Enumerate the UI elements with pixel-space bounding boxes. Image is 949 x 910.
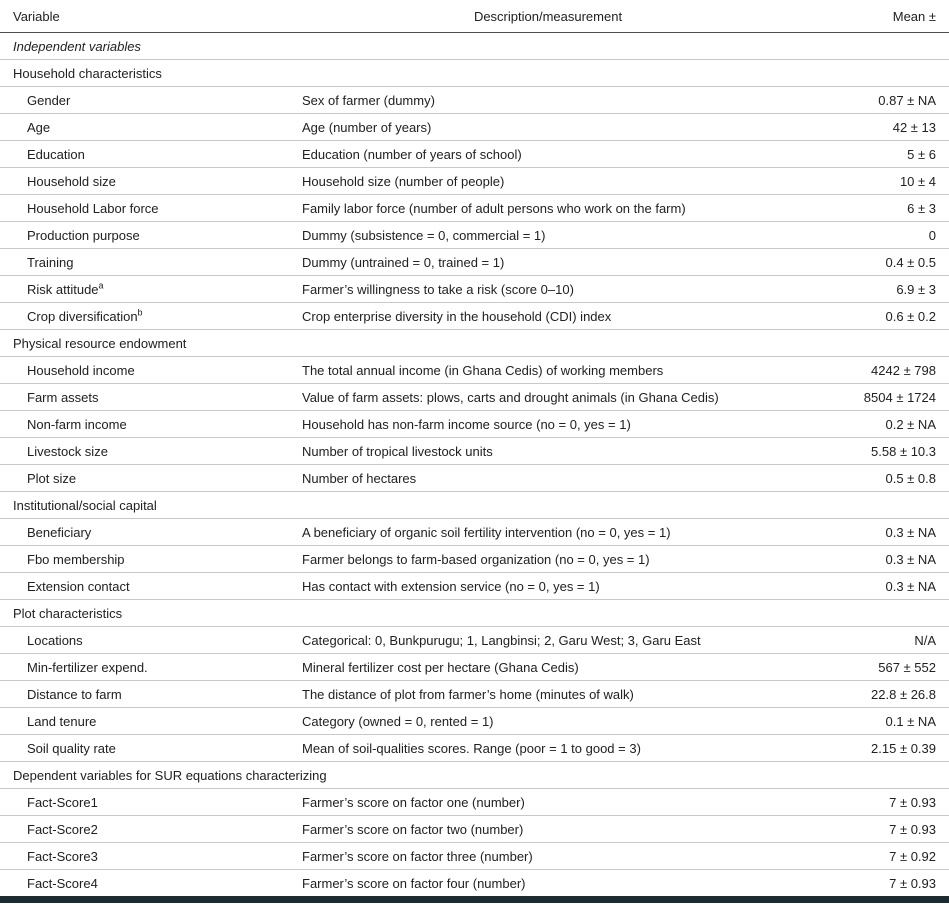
table-row xyxy=(0,465,949,492)
variable-cell: Education xyxy=(0,141,302,168)
header-row xyxy=(0,0,949,33)
variable-cell: Household income xyxy=(0,357,302,384)
mean-cell: 7 ± 0.93 xyxy=(794,789,949,816)
table-row xyxy=(0,843,949,870)
variable-cell xyxy=(0,303,302,330)
table-row xyxy=(0,438,949,465)
variable-cell: Beneficiary xyxy=(0,519,302,546)
mean-cell: 4242 ± 798 xyxy=(794,357,949,384)
description-cell: Education (number of years of school) xyxy=(302,141,794,168)
description-cell: Mean of soil-qualities scores. Range (poor = 1 to good = 3) xyxy=(302,735,794,762)
section-row-institutional-social-capital xyxy=(0,492,949,519)
section-label: Physical resource endowment xyxy=(0,330,949,357)
description-cell: A beneficiary of organic soil fertility intervention (no = 0, yes = 1) xyxy=(302,519,794,546)
table-row xyxy=(0,114,949,141)
mean-cell: 0.5 ± 0.8 xyxy=(794,465,949,492)
mean-cell: 0.4 ± 0.5 xyxy=(794,249,949,276)
variable-cell: Farm assets xyxy=(0,384,302,411)
section-label: Household characteristics xyxy=(0,60,949,87)
variable-cell: Livestock size xyxy=(0,438,302,465)
variable-cell xyxy=(0,276,302,303)
table-row xyxy=(0,627,949,654)
description-cell: Category (owned = 0, rented = 1) xyxy=(302,708,794,735)
description-cell: Farmer’s score on factor three (number) xyxy=(302,843,794,870)
table-row xyxy=(0,546,949,573)
col-header-description: Description/measurement xyxy=(302,0,794,33)
table-row xyxy=(0,681,949,708)
mean-cell: 7 ± 0.93 xyxy=(794,870,949,900)
col-header-mean: Mean ± xyxy=(794,0,949,33)
variable-cell: Fact-Score3 xyxy=(0,843,302,870)
section-row-household-characteristics xyxy=(0,60,949,87)
table-row xyxy=(0,519,949,546)
variable-cell: Fact-Score4 xyxy=(0,870,302,900)
description-cell: Crop enterprise diversity in the household (CDI) index xyxy=(302,303,794,330)
mean-cell: 8504 ± 1724 xyxy=(794,384,949,411)
mean-cell: 2.15 ± 0.39 xyxy=(794,735,949,762)
mean-cell: 0.6 ± 0.2 xyxy=(794,303,949,330)
variable-cell: Plot size xyxy=(0,465,302,492)
description-cell: Farmer’s score on factor four (number) xyxy=(302,870,794,900)
mean-cell: 10 ± 4 xyxy=(794,168,949,195)
table-row xyxy=(0,357,949,384)
description-cell: Has contact with extension service (no = 0, yes = 1) xyxy=(302,573,794,600)
variable-cell: Household size xyxy=(0,168,302,195)
table-row xyxy=(0,870,949,900)
variable-cell: Fact-Score2 xyxy=(0,816,302,843)
col-header-variable: Variable xyxy=(0,0,302,33)
variable-cell: Gender xyxy=(0,87,302,114)
mean-cell: 0.2 ± NA xyxy=(794,411,949,438)
mean-cell: 6 ± 3 xyxy=(794,195,949,222)
mean-cell: N/A xyxy=(794,627,949,654)
mean-cell: 0 xyxy=(794,222,949,249)
table-row xyxy=(0,411,949,438)
table-row xyxy=(0,87,949,114)
mean-cell: 6.9 ± 3 xyxy=(794,276,949,303)
description-cell: Value of farm assets: plows, carts and drought animals (in Ghana Cedis) xyxy=(302,384,794,411)
description-cell: Household size (number of people) xyxy=(302,168,794,195)
table-row xyxy=(0,168,949,195)
description-cell: Number of hectares xyxy=(302,465,794,492)
variable-cell: Fact-Score1 xyxy=(0,789,302,816)
table-row xyxy=(0,708,949,735)
footnote-marker-a: a xyxy=(98,280,104,291)
variable-cell: Extension contact xyxy=(0,573,302,600)
description-cell: Family labor force (number of adult persons who work on the farm) xyxy=(302,195,794,222)
mean-cell: 5.58 ± 10.3 xyxy=(794,438,949,465)
table-row xyxy=(0,276,949,303)
section-row-plot-characteristics xyxy=(0,600,949,627)
table-header xyxy=(0,0,949,33)
table-row xyxy=(0,222,949,249)
description-cell: Dummy (subsistence = 0, commercial = 1) xyxy=(302,222,794,249)
mean-cell: 0.3 ± NA xyxy=(794,519,949,546)
description-cell: Farmer’s score on factor two (number) xyxy=(302,816,794,843)
description-cell: Farmer’s willingness to take a risk (score 0–10) xyxy=(302,276,794,303)
mean-cell: 567 ± 552 xyxy=(794,654,949,681)
description-cell: Mineral fertilizer cost per hectare (Ghana Cedis) xyxy=(302,654,794,681)
table-row xyxy=(0,141,949,168)
variable-cell: Household Labor force xyxy=(0,195,302,222)
section-row-physical-resource-endowment xyxy=(0,330,949,357)
description-cell: Farmer’s score on factor one (number) xyxy=(302,789,794,816)
table-row xyxy=(0,384,949,411)
section-label: Independent variables xyxy=(0,33,949,60)
description-cell: Farmer belongs to farm-based organization (no = 0, yes = 1) xyxy=(302,546,794,573)
table-row xyxy=(0,303,949,330)
mean-cell: 0.87 ± NA xyxy=(794,87,949,114)
description-cell: Age (number of years) xyxy=(302,114,794,141)
mean-cell: 0.1 ± NA xyxy=(794,708,949,735)
variable-cell: Soil quality rate xyxy=(0,735,302,762)
mean-cell: 0.3 ± NA xyxy=(794,546,949,573)
description-cell: The total annual income (in Ghana Cedis) of working members xyxy=(302,357,794,384)
description-cell: Number of tropical livestock units xyxy=(302,438,794,465)
table-row xyxy=(0,735,949,762)
table-row xyxy=(0,573,949,600)
section-row-dependent-variables xyxy=(0,762,949,789)
variable-cell: Age xyxy=(0,114,302,141)
description-cell: Categorical: 0, Bunkpurugu; 1, Langbinsi; 2, Garu West; 3, Garu East xyxy=(302,627,794,654)
variable-cell: Distance to farm xyxy=(0,681,302,708)
section-row-independent-variables xyxy=(0,33,949,60)
description-cell: Sex of farmer (dummy) xyxy=(302,87,794,114)
variable-label: Risk attitude xyxy=(27,281,99,297)
footnote-marker-b: b xyxy=(137,307,143,318)
mean-cell: 7 ± 0.93 xyxy=(794,816,949,843)
section-label: Institutional/social capital xyxy=(0,492,949,519)
table-body xyxy=(0,33,949,900)
table-row xyxy=(0,654,949,681)
description-cell: Dummy (untrained = 0, trained = 1) xyxy=(302,249,794,276)
table-row xyxy=(0,816,949,843)
variable-cell: Land tenure xyxy=(0,708,302,735)
mean-cell: 42 ± 13 xyxy=(794,114,949,141)
variable-label: Crop diversification xyxy=(27,308,138,324)
table-row xyxy=(0,249,949,276)
variable-cell: Production purpose xyxy=(0,222,302,249)
variable-cell: Locations xyxy=(0,627,302,654)
mean-cell: 0.3 ± NA xyxy=(794,573,949,600)
description-cell: Household has non-farm income source (no = 0, yes = 1) xyxy=(302,411,794,438)
table-row xyxy=(0,195,949,222)
variable-cell: Non-farm income xyxy=(0,411,302,438)
description-cell: The distance of plot from farmer’s home (minutes of walk) xyxy=(302,681,794,708)
table-row xyxy=(0,789,949,816)
variable-cell: Training xyxy=(0,249,302,276)
mean-cell: 5 ± 6 xyxy=(794,141,949,168)
variable-cell: Min-fertilizer expend. xyxy=(0,654,302,681)
mean-cell: 22.8 ± 26.8 xyxy=(794,681,949,708)
mean-cell: 7 ± 0.92 xyxy=(794,843,949,870)
variable-cell: Fbo membership xyxy=(0,546,302,573)
section-label: Dependent variables for SUR equations characterizing xyxy=(0,762,949,789)
section-label: Plot characteristics xyxy=(0,600,949,627)
